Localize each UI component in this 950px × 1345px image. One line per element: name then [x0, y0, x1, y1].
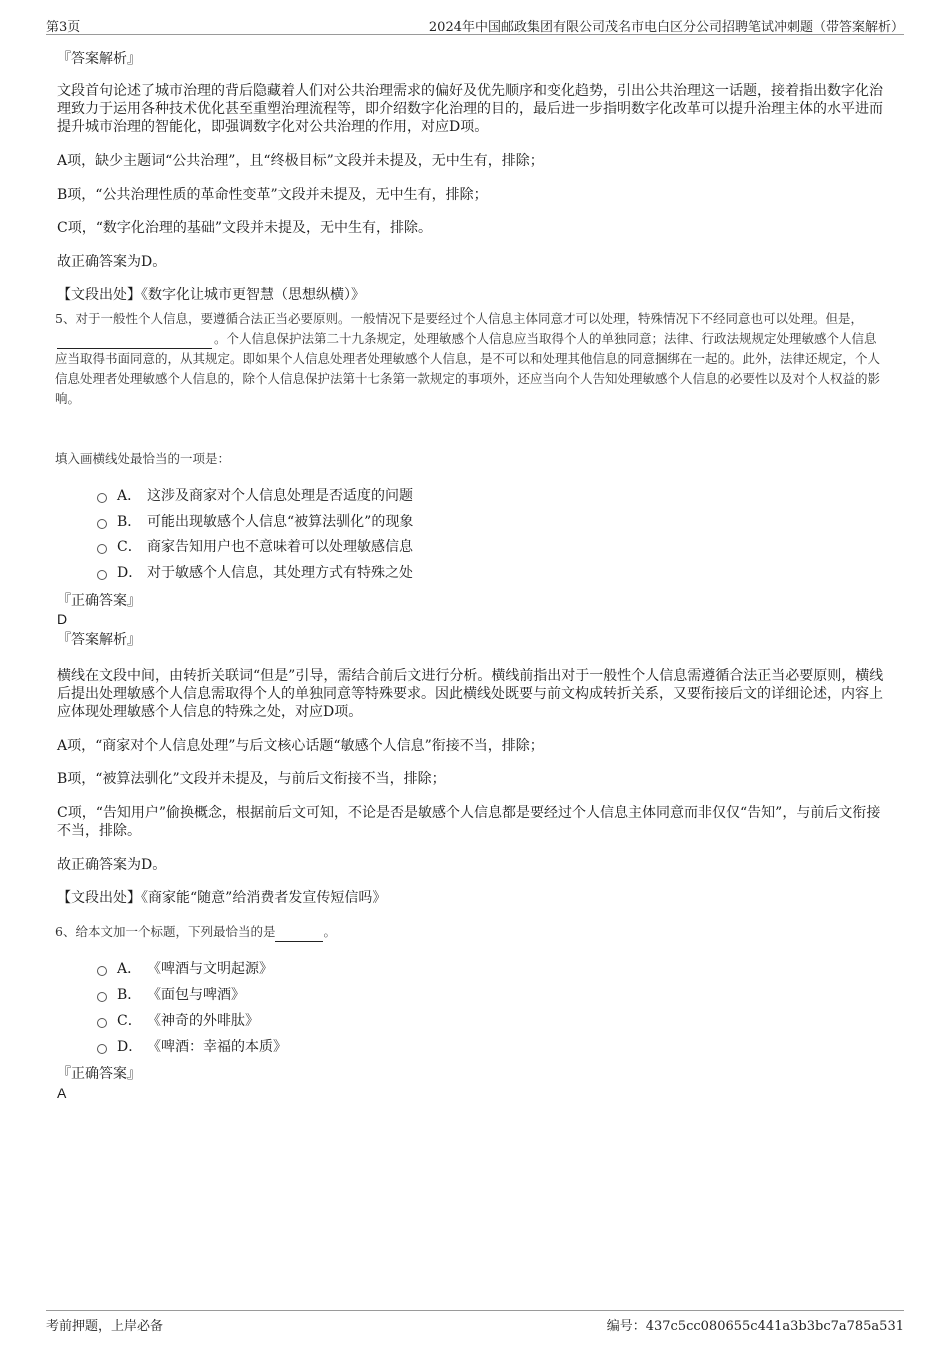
- option-text: 《啤酒：幸福的本质》: [147, 1039, 287, 1055]
- option-letter: B．: [117, 514, 142, 530]
- q4-option-a-note: A项，缺少主题词“公共治理”，且“终极目标”文段并未提及，无中生有，排除；: [57, 153, 544, 169]
- q5-option-d[interactable]: [97, 564, 413, 582]
- q6-stem-text: 6、给本文加一个标题，下列最恰当的是: [55, 924, 276, 939]
- q4-analysis-paragraph: 文段首句论述了城市治理的背后隐藏着人们对公共治理需求的偏好及优先顺序和变化趋势，引出公共治理这一话题，接着指出数字化治理致力于运用各种技术优化甚至重塑治理流程等，即介绍数字化治理的目的，最后进一步指明数字化改革可以提升治理主体的水平进而提升城市治理的智能化，即强调数字化对公共治理的作用，对应D项。: [57, 83, 883, 135]
- q6-answer-label: 『正确答案』: [57, 1066, 141, 1082]
- radio-icon[interactable]: [97, 966, 107, 976]
- q4-source: 【文段出处】《数字化让城市更智慧（思想纵横）》: [57, 287, 365, 303]
- q5-source: 【文段出处】《商家能“随意”给消费者发宣传短信吗》: [57, 890, 387, 906]
- footer-slogan: 考前押题，上岸必备: [46, 1319, 164, 1334]
- option-letter: D．: [117, 1039, 143, 1055]
- q6-answer: A: [57, 1085, 67, 1101]
- q5-option-a[interactable]: [97, 487, 413, 505]
- q5-option-c-note: C项，“告知用户”偷换概念，根据前后文可知，不论是否是敏感个人信息都是要经过个人信息主体同意而非仅仅“告知”，与前后文衔接不当，排除。: [57, 805, 881, 839]
- option-letter: A．: [117, 961, 142, 977]
- q4-conclusion: 故正确答案为D。: [57, 254, 167, 270]
- option-text: 《面包与啤酒》: [147, 987, 245, 1003]
- q4-analysis-label: 『答案解析』: [57, 51, 141, 67]
- q5-conclusion: 故正确答案为D。: [57, 857, 167, 873]
- q5-answer-blank: [57, 335, 212, 349]
- option-text: 商家告知用户也不意味着可以处理敏感信息: [147, 539, 413, 555]
- radio-icon[interactable]: [97, 1018, 107, 1028]
- footer-serial: 编号：437c5cc080655c441a3b3bc7a785a531: [606, 1319, 904, 1334]
- radio-icon[interactable]: [97, 544, 107, 554]
- q4-option-c-note: C项，“数字化治理的基础”文段并未提及，无中生有，排除。: [57, 220, 433, 236]
- q5-option-b[interactable]: [97, 513, 413, 531]
- q5-stem-after-blank: 。个人信息保护法第二十九条规定，处理敏感个人信息应当取得个人的单独同意；法律、行政法规规定处理敏感个人信息应当取得书面同意的，从其规定。即如果个人信息处理者处理敏感个人信息，是不可以和处理其他信息的同意捆绑在一起的。此外，法律还规定，个人信息处理者处理敏感个人信息的，除个人信息保护法第十七条第一款规定的事项外，还应当向个人告知处理敏感个人信息的必要性以及对个人权益的影响。: [55, 331, 881, 406]
- option-text: 《神奇的外啡肽》: [147, 1013, 259, 1029]
- radio-icon[interactable]: [97, 519, 107, 529]
- option-letter: C．: [117, 539, 142, 555]
- radio-icon[interactable]: [97, 992, 107, 1002]
- q6-option-c[interactable]: [97, 1012, 259, 1030]
- q5-stem-before-blank: 5、对于一般性个人信息，要遵循合法正当必要原则。一般情况下是要经过个人信息主体同意才可以处理，特殊情况下不经同意也可以处理。但是，: [55, 311, 863, 326]
- option-letter: C．: [117, 1013, 142, 1029]
- q6-stem-end: 。: [323, 924, 336, 939]
- q5-option-b-note: B项，“被算法驯化”文段并未提及，与前后文衔接不当，排除；: [57, 771, 446, 787]
- option-letter: B．: [117, 987, 142, 1003]
- q6-option-b[interactable]: [97, 986, 245, 1004]
- q5-answer-label: 『正确答案』: [57, 593, 141, 609]
- option-text: 《啤酒与文明起源》: [147, 961, 273, 977]
- page-number: 第3页: [46, 20, 81, 35]
- q5-prompt: 填入画横线处最恰当的一项是：: [55, 451, 231, 466]
- q5-analysis-label: 『答案解析』: [57, 632, 141, 648]
- q5-option-a-note: A项，“商家对个人信息处理”与后文核心话题“敏感个人信息”衔接不当，排除；: [57, 738, 544, 754]
- q6-answer-blank: [275, 929, 323, 942]
- option-letter: D．: [117, 565, 143, 581]
- q5-analysis-paragraph: 横线在文段中间，由转折关联词“但是”引导，需结合前后文进行分析。横线前指出对于一般性个人信息需遵循合法正当必要原则，横线后提出处理敏感个人信息需取得个人的单独同意等特殊要求。因此横线处既要与前文构成转折关系，又要衔接后文的详细论述，内容上应体现处理敏感个人信息的特殊之处，对应D项。: [57, 668, 884, 720]
- q4-option-b-note: B项，“公共治理性质的革命性变革”文段并未提及，无中生有，排除；: [57, 187, 488, 203]
- q5-answer: D: [57, 611, 68, 627]
- radio-icon[interactable]: [97, 493, 107, 503]
- q5-option-c[interactable]: [97, 538, 413, 556]
- document-title: 2024年中国邮政集团有限公司茂名市电白区分公司招聘笔试冲刺题（带答案解析）: [428, 20, 904, 35]
- q6-option-a[interactable]: [97, 960, 273, 978]
- radio-icon[interactable]: [97, 570, 107, 580]
- q6-stem: [55, 922, 885, 942]
- q5-stem: [55, 309, 887, 409]
- radio-icon[interactable]: [97, 1044, 107, 1054]
- option-text: 对于敏感个人信息，其处理方式有特殊之处: [147, 565, 413, 581]
- page-footer: [46, 1310, 904, 1335]
- option-text: 可能出现敏感个人信息“被算法驯化”的现象: [147, 514, 414, 530]
- option-text: 这涉及商家对个人信息处理是否适度的问题: [147, 488, 413, 504]
- page-header: [46, 14, 904, 35]
- option-letter: A．: [117, 488, 142, 504]
- q6-option-d[interactable]: [97, 1038, 287, 1056]
